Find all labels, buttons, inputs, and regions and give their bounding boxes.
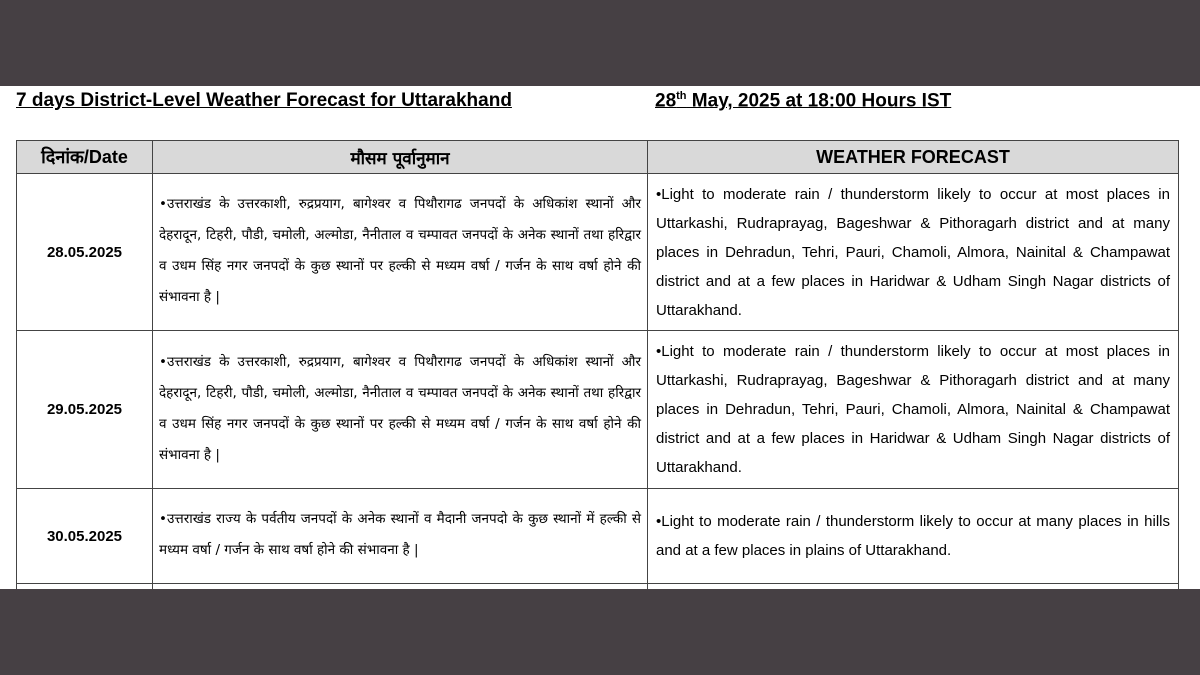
issue-datetime [655, 90, 951, 112]
column-header-weather-forecast: WEATHER FORECAST [648, 141, 1179, 174]
row-hindi-forecast: •उत्तराखंड के उत्तरकाशी, रुद्रप्रयाग, बागेश्वर व पिथौरागढ जनपदों के अधिकांश स्थानों और देहरादून, टिहरी, पौडी, चमोली, अल्मोडा, नैनीताल व चम्पावत जनपदों के अनेक स्थानों तथा हरिद्वार व उधम सिंह नगर जनपदों के कुछ स्थानों पर हल्की से मध्यम वर्षा / गर्जन के साथ वर्षा होने की संभावना है | [153, 174, 648, 331]
row-english-forecast: •Light to moderate rain / thunderstorm likely to occur at many places in hills and at a few places in plains of Uttarakhand. [648, 489, 1179, 584]
row-date: 30.05.2025 [17, 489, 153, 584]
table-row [17, 174, 1179, 331]
column-header-hindi-forecast: मौसम पूर्वानुमान [153, 141, 648, 174]
table-row [17, 489, 1179, 584]
issue-date-rest: May, 2025 at 18:00 Hours IST [686, 90, 952, 112]
forecast-document [0, 86, 1200, 589]
forecast-table [16, 140, 1179, 589]
table-header-row [17, 141, 1179, 174]
issue-day: 28 [655, 90, 677, 112]
row-date: 28.05.2025 [17, 174, 153, 331]
row-english-forecast: •Light to moderate rain / thunderstorm likely to occur at most places in Uttarkashi, Rudraprayag, Bageshwar & Pithoragarh district and at many places in Dehradun, Tehri, Pauri, Chamoli, Almora, Nainital & Champawat district and at a few places in Haridwar & Udham Singh Nagar districts of Uttarakhand. [648, 174, 1179, 331]
row-hindi-forecast: •उत्तराखंड के उत्तरकाशी, रुद्रप्रयाग, बागेश्वर व पिथौरागढ जनपदों के अधिकांश स्थानों और देहरादून, टिहरी, पौडी, चमोली, अल्मोडा, नैनीताल व चम्पावत जनपदों के अनेक स्थानों तथा हरिद्वार व उधम सिंह नगर जनपदों के कुछ स्थानों पर हल्की से मध्यम वर्षा / गर्जन के साथ वर्षा होने की संभावना है | [153, 331, 648, 489]
row-hindi-forecast: •उत्तराखंड राज्य के पर्वतीय जनपदों के अनेक स्थानों व मैदानी जनपदो के कुछ स्थानों में हल्की से मध्यम वर्षा / गर्जन के साथ वर्षा होने की संभावना है | [153, 489, 648, 584]
row-date: 29.05.2025 [17, 331, 153, 489]
row-hindi-empty [153, 584, 648, 590]
document-title: 7 days District-Level Weather Forecast for Uttarakhand [16, 90, 512, 111]
row-date-empty [17, 584, 153, 590]
row-english-empty [648, 584, 1179, 590]
column-header-date: दिनांक/Date [17, 141, 153, 174]
issue-day-suffix: th [676, 90, 687, 102]
table-row [17, 331, 1179, 489]
table-row-partial [17, 584, 1179, 590]
row-english-forecast: •Light to moderate rain / thunderstorm likely to occur at most places in Uttarkashi, Rudraprayag, Bageshwar & Pithoragarh district and at many places in Dehradun, Tehri, Pauri, Chamoli, Almora, Nainital & Champawat district and at a few places in Haridwar & Udham Singh Nagar districts of Uttarakhand. [648, 331, 1179, 489]
